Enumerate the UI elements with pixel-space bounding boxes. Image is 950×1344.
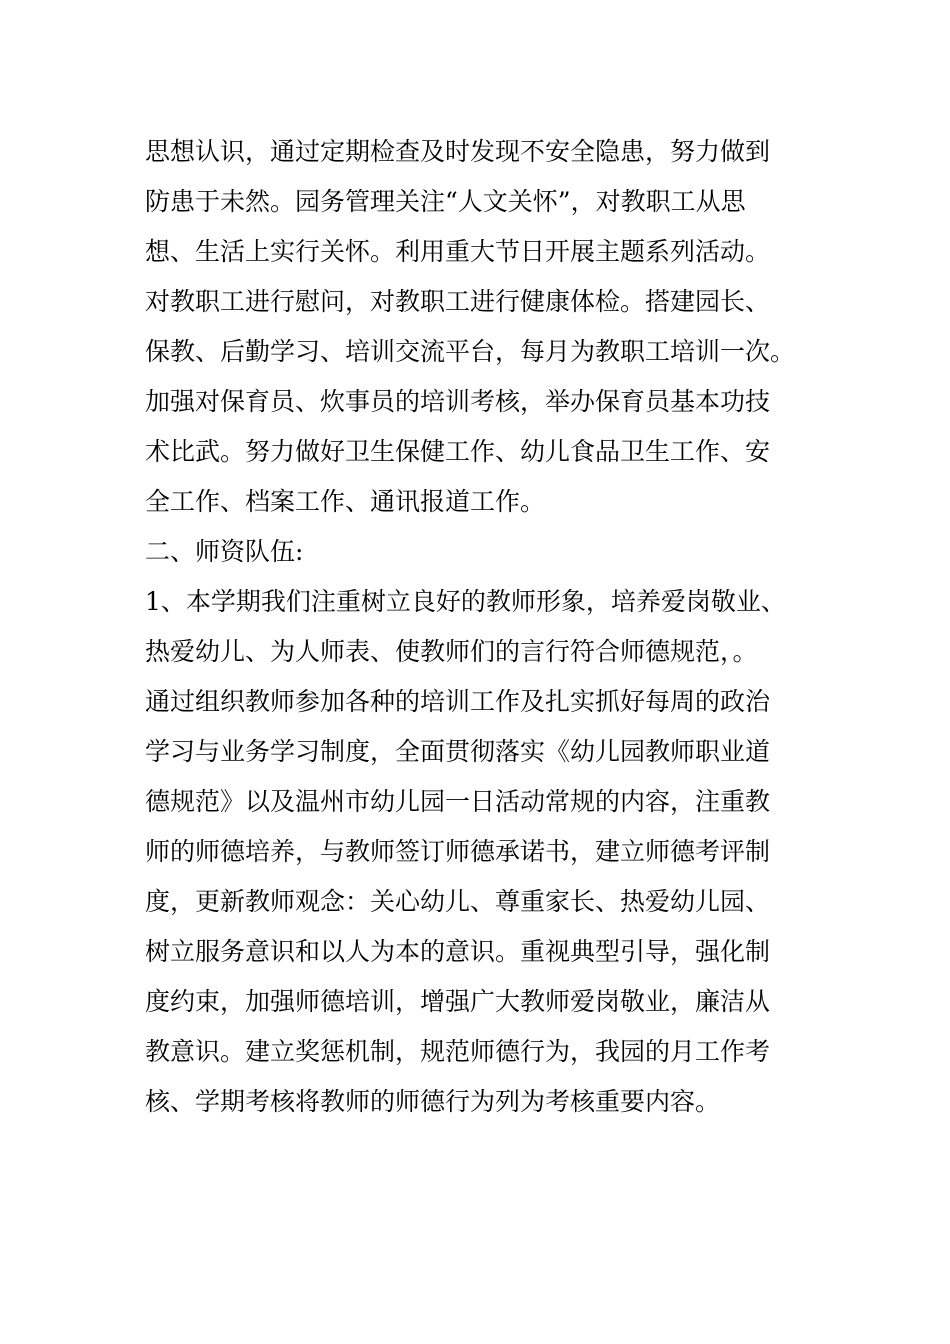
paragraph-2-line: 1、本学期我们注重树立良好的教师形象，培养爱岗敬业、 [145,587,786,616]
paragraph-2-line: 热爱幼儿、为人师表、使教师们的言行符合师德规范，。 [145,637,758,666]
paragraph-1-line: 术比武。努力做好卫生保健工作、幼儿食品卫生工作、安 [145,437,771,466]
paragraph-2-line: 核、学期考核将教师的师德行为列为考核重要内容。 [145,1087,721,1116]
paragraph-1 [145,127,805,527]
paragraph-1-line: 全工作、档案工作、通讯报道工作。 [145,487,546,516]
paragraph-2-line: 师的师德培养，与教师签订师德承诺书，建立师德考评制 [145,837,771,866]
paragraph-1-line: 保教、后勤学习、培训交流平台，每月为教职工培训一次。 [145,337,796,366]
section-heading: 二、师资队伍: [145,537,304,566]
paragraph-2 [145,577,805,1127]
paragraph-2-line: 度约束，加强师德培训，增强广大教师爱岗敬业，廉洁从 [145,987,771,1016]
paragraph-1-line: 想、生活上实行关怀。利用重大节日开展主题系列活动。 [145,237,771,266]
paragraph-2-line: 德规范》以及温州市幼儿园一日活动常规的内容，注重教 [145,787,771,816]
paragraph-1-line: 对教职工进行慰问，对教职工进行健康体检。搭建园长、 [145,287,771,316]
paragraph-2-line: 通过组织教师参加各种的培训工作及扎实抓好每周的政治 [145,687,771,716]
paragraph-1-line: 防患于未然。园务管理关注“人文关怀”，对教职工从思 [145,187,746,216]
paragraph-1-line: 思想认识，通过定期检查及时发现不安全隐患，努力做到 [145,137,771,166]
paragraph-2-line: 教意识。建立奖惩机制，规范师德行为，我园的月工作考 [145,1037,771,1066]
document-body [145,127,805,1127]
paragraph-2-line: 度，更新教师观念：关心幼儿、尊重家长、热爱幼儿园、 [145,887,771,916]
paragraph-2-line: 学习与业务学习制度，全面贯彻落实《幼儿园教师职业道 [145,737,771,766]
paragraph-1-line: 加强对保育员、炊事员的培训考核，举办保育员基本功技 [145,387,771,416]
paragraph-2-line: 树立服务意识和以人为本的意识。重视典型引导，强化制 [145,937,771,966]
